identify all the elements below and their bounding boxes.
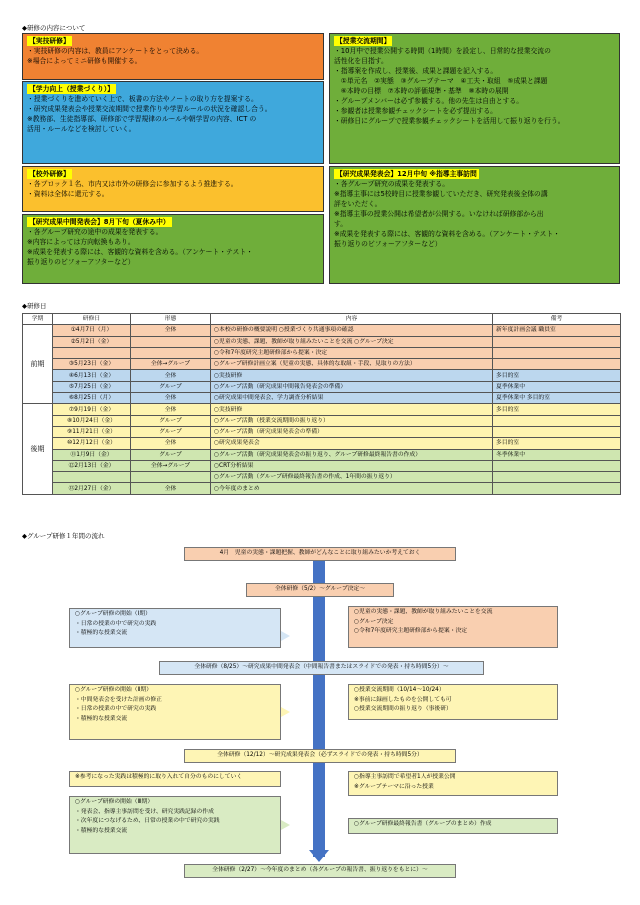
flow-left-4-line: ○グループ研修の開始（Ⅲ期） (75, 799, 154, 805)
box-gakuryoku-title: 【学力向上（授業づくり）】 (29, 85, 114, 93)
flow-left-1-line: ○グループ研修の開始（Ⅰ期） (75, 611, 151, 617)
cell-form: 全体 (131, 393, 211, 404)
flow-left-4-line: ・発表会、指導主事訪問を受け、研究実践記録の作成 (75, 808, 214, 815)
cell-date (53, 472, 131, 483)
cell-date: ⑧10月24日（金） (53, 415, 131, 426)
cell-form: 全体 (131, 483, 211, 494)
flow-left-2 (69, 684, 281, 740)
cell-date: ⑤7月25日（金） (53, 381, 131, 392)
cell-form (131, 347, 211, 358)
cell-form: グループ (131, 415, 211, 426)
header-term: 学期 (23, 314, 53, 325)
box-chukan-line: 振り返りのビフォーアフターなど） (27, 258, 135, 266)
box-gakuryoku-line: ・研究成果発表会や授業交流期間で授業作りや学習ルールの状況を確認し合う。 (27, 105, 272, 113)
box-gakuryoku-line: ※教務部、生徒指導部、研修部で学習規律のルールや朝学習の内容、ICT の (27, 115, 257, 123)
box-jugyou-line: ・参観者は授業参観チェックシートを必ず提出する。 (334, 107, 497, 115)
header-date: 研修日 (53, 314, 131, 325)
flow-zentai-1: 全体研修（5/2）～グループ決定～ (246, 583, 394, 597)
table-row (23, 393, 621, 404)
cell-content: ○令和7年度研究主題研修部から提案・決定 (211, 347, 493, 358)
cell-content: ○研究成果発表会 (211, 438, 493, 449)
cell-note (493, 472, 621, 483)
box-jugyou-line: ・指導案を作成し、授業後、成果と課題を記入する。 (334, 67, 498, 75)
box-gakuryoku-line: ・授業づくりを進めていく上で、板書の方法やノートの取り方を提案する。 (27, 95, 258, 103)
cell-content: ○グループ活動（研究成果発表会の準備） (211, 426, 493, 437)
cell-date: ①4月7日（月） (53, 325, 131, 336)
box-kougai-line: ・資料は全体に還元する。 (27, 190, 109, 198)
box-kougai-line: ・各ブロック１名、市内又は市外の研修会に参加するよう推進する。 (27, 180, 238, 188)
table-row (23, 472, 621, 483)
schedule-table (22, 313, 621, 495)
cell-form: 全体 (131, 370, 211, 381)
cell-form: 全体 (131, 325, 211, 336)
table-row (23, 336, 621, 347)
cell-form: 全体→グループ (131, 460, 211, 471)
table-row (23, 325, 621, 336)
box-kougai-title: 【校外研修】 (29, 170, 70, 178)
cell-note: 多目的室 (493, 404, 621, 415)
box-seika-line: ・各グループ研究の成果を発表する。 (334, 180, 450, 188)
cell-form: グループ (131, 381, 211, 392)
box-jugyou-line: ・研修日にグループで授業参観チェックシートを活用して振り返りを行う。 (334, 117, 565, 125)
box-jitsugi-title: 【実技研修】 (29, 37, 70, 45)
cell-date: ⑫2月13日（金） (53, 460, 131, 471)
flow-right-4: ○グループ研修最終報告書（グループのまとめ）作成 (348, 818, 558, 834)
flow-right-1-line: ○児童の実態・課題、教師が取り組みたいことを交流 (354, 609, 493, 615)
cell-form: グループ (131, 426, 211, 437)
box-seika (329, 166, 620, 284)
table-row (23, 483, 621, 494)
cell-note: 夏季休業中 (493, 381, 621, 392)
timeline-arrow (313, 561, 325, 857)
flow-left-2-line: ・積極的な授業交流 (75, 715, 128, 722)
flow-right-3-line: ※グループテーマに沿った授業 (354, 783, 434, 790)
cell-form (131, 336, 211, 347)
box-jugyou-line: ⑥本時の目標 ⑦本時の評価規準・基準 ⑧本時の展開 (334, 87, 509, 95)
cell-content: ○本校の研修の概要説明 ○授業づくり共通事項の確認 (211, 325, 493, 336)
box-kougai (22, 166, 324, 212)
cell-content: ○グループ活動（グループ研修最終報告書の作成、1年間の振り返り） (211, 472, 493, 483)
cell-content: ○グループ活動（授業交流期間の振り返り） (211, 415, 493, 426)
flow-left-3: ※参考になった実践は積極的に取り入れて自分のものにしていく (69, 771, 281, 787)
box-chukan-line: ※成果を発表する際には、客観的な資料を含める。（アンケート・テスト・ (27, 248, 253, 256)
box-jitsugi-line: ※場合によってミニ研修も開催する。 (27, 57, 142, 65)
callout-tail (281, 820, 290, 830)
cell-date: ⑬2月27日（金） (53, 483, 131, 494)
flow-right-2-line: ※事前に録画したものを公開しても可 (354, 696, 452, 703)
cell-note (493, 359, 621, 370)
flow-left-1 (69, 608, 281, 648)
cell-form: グループ (131, 449, 211, 460)
table-row (23, 460, 621, 471)
box-seika-line: 振り返りのビフォーアフターなど） (334, 240, 442, 248)
cell-content: ○グループ活動（研究成果中間報告発表会の準備） (211, 381, 493, 392)
cell-note (493, 347, 621, 358)
cell-content: ○グループ研修計画立案（児童の実態、具体的な取組・手段、見取りの方法） (211, 359, 493, 370)
callout-tail (281, 631, 290, 641)
table-row (23, 438, 621, 449)
cell-form (131, 472, 211, 483)
box-jitsugi (22, 33, 324, 80)
flow-zentai-2: 全体研修（8/25）～研究成果中間発表会（中間報告書またはスライドでの発表・持ち時間5分）～ (159, 661, 484, 675)
cell-content: ○実技研修 (211, 370, 493, 381)
box-chukan-line: ・各グループ研究の途中の成果を発表する。 (27, 228, 163, 236)
header-form: 形態 (131, 314, 211, 325)
cell-note (493, 460, 621, 471)
cell-note: 多目的室 (493, 370, 621, 381)
box-jugyou-line: ①単元名 ②実態 ③グループテーマ ④工夫・取組 ⑤成果と課題 (334, 77, 548, 85)
term-cell: 後期 (23, 404, 53, 494)
box-seika-line: 評をいただく。 (334, 200, 382, 208)
flow-left-4 (69, 796, 281, 854)
flow-right-3-line: ○指導主事訪問で希望者1人が授業公開 (354, 774, 456, 780)
cell-date: ⑪1月9日（金） (53, 449, 131, 460)
table-row (23, 449, 621, 460)
cell-note: 夏季休業中 多目的室 (493, 393, 621, 404)
flow-right-1-line: ○グループ決定 (354, 618, 394, 625)
flow-end: 全体研修（2/27）～今年度のまとめ（各グループの報告書、振り返りをもとに）～ (184, 864, 456, 878)
cell-form: 全体→グループ (131, 359, 211, 370)
flow-left-4-line: ・次年度につなげるため、日常の授業の中で研究の実践 (75, 818, 220, 824)
cell-content: ○今年度のまとめ (211, 483, 493, 494)
cell-note: 冬季休業中 (493, 449, 621, 460)
flow-start: 4月 児童の実態・課題把握、教師がどんなことに取り組みたいか考えておく (184, 547, 456, 561)
header-note: 備考 (493, 314, 621, 325)
flow-right-3 (348, 771, 558, 796)
cell-date: ⑩12月12日（金） (53, 438, 131, 449)
box-seika-title: 【研究成果発表会】12月中旬 ※指導主事訪問 (336, 170, 477, 178)
cell-content: ○グループ活動（研究成果発表会の振り返り、グループ研修最終報告書の作成） (211, 449, 493, 460)
box-chukan-line: ※内容によっては方向転換もあり。 (27, 238, 135, 246)
box-seika-line: ※指導主事の授業公開は希望者が公開する。いなければ研修部から出 (334, 210, 544, 218)
flow-left-2-line: ・日常の授業の中で研究の実践 (75, 706, 157, 712)
cell-date: ⑨11月21日（金） (53, 426, 131, 437)
cell-content: ○児童の実態、課題、教師が取り組みたいことを交流 ○グループ決定 (211, 336, 493, 347)
cell-note (493, 426, 621, 437)
table-row (23, 415, 621, 426)
flow-left-2-line: ○グループ研修の開始（Ⅱ期） (75, 687, 153, 693)
content-heading: ◆研修の内容について (22, 24, 86, 32)
box-jugyou-line: ・10月中で授業公開する時間（1時間）を設定し、日常的な授業交流の (334, 47, 551, 55)
table-row (23, 426, 621, 437)
flow-heading: ◆グループ研修１年間の流れ (22, 532, 105, 540)
cell-note (493, 336, 621, 347)
cell-note (493, 483, 621, 494)
table-row (23, 404, 621, 415)
flow-left-2-line: ・中間発表会を受けた計画の修正 (75, 696, 162, 703)
table-header-row (23, 314, 621, 325)
cell-date: ⑥8月25日（月） (53, 393, 131, 404)
box-seika-line: す。 (334, 220, 348, 228)
table-row (23, 370, 621, 381)
cell-form: 全体 (131, 438, 211, 449)
cell-form: 全体 (131, 404, 211, 415)
table-row (23, 347, 621, 358)
cell-content: ○研究成果中間発表会、学力調査分析結果 (211, 393, 493, 404)
callout-tail (281, 707, 290, 717)
cell-date: ②5月2日（金） (53, 336, 131, 347)
flow-right-1-line: ○令和7年度研究主題研修部から提案・決定 (354, 628, 468, 634)
cell-note: 新年度計画会議 職員室 (493, 325, 621, 336)
box-jugyou (329, 33, 620, 164)
cell-date: ⑦9月19日（金） (53, 404, 131, 415)
cell-date: ③5月23日（金） (53, 359, 131, 370)
box-jitsugi-line: ・実技研修の内容は、教員にアンケートをとって決める。 (27, 47, 204, 55)
cell-content: ○CRT分析結果 (211, 460, 493, 471)
flow-left-1-line: ・積極的な授業交流 (75, 630, 128, 636)
flow-right-2 (348, 684, 558, 720)
flow-left-1-line: ・日常の授業の中で研究の実践 (75, 620, 157, 627)
timeline-arrowhead (309, 850, 329, 862)
box-jugyou-line: ・グループメンバーは必ず参観する。他の先生は自由とする。 (334, 97, 524, 105)
box-seika-line: ※成果を発表する際には、客観的な資料を含める。（アンケート・テスト・ (334, 230, 560, 238)
flow-zentai-3: 全体研修（12/12）～研究成果発表会（必ずスライドでの発表・持ち時間5分） (184, 749, 456, 763)
flow-right-2-line: ○授業交流期間（10/14～10/24） (354, 687, 445, 693)
box-jugyou-title: 【授業交流期間】 (336, 37, 391, 45)
flow-right-2-line: ○授業交流期間の振り返り（事後研） (354, 706, 452, 712)
box-gakuryoku-line: 活用・ルールなどを検討していく。 (27, 125, 136, 133)
flow-left-4-line: ・積極的な授業交流 (75, 827, 128, 834)
box-seika-line: ※指導主事には5校時目に授業参観していただき、研究発表後全体の講 (334, 190, 548, 198)
cell-date: ④6月13日（金） (53, 370, 131, 381)
cell-date (53, 347, 131, 358)
flow-right-1 (348, 606, 558, 648)
table-row (23, 359, 621, 370)
box-jugyou-line: 活性化を目指す。 (334, 57, 388, 65)
box-gakuryoku (22, 81, 324, 164)
term-cell: 前期 (23, 325, 53, 404)
cell-note (493, 415, 621, 426)
cell-content: ○実技研修 (211, 404, 493, 415)
schedule-heading: ◆研修日 (22, 302, 47, 310)
table-row (23, 381, 621, 392)
cell-note: 多目的室 (493, 438, 621, 449)
header-content: 内容 (211, 314, 493, 325)
box-chukan-title: 【研究成果中間発表会】8月下旬（夏休み中） (29, 218, 170, 226)
box-chukan (22, 214, 324, 284)
